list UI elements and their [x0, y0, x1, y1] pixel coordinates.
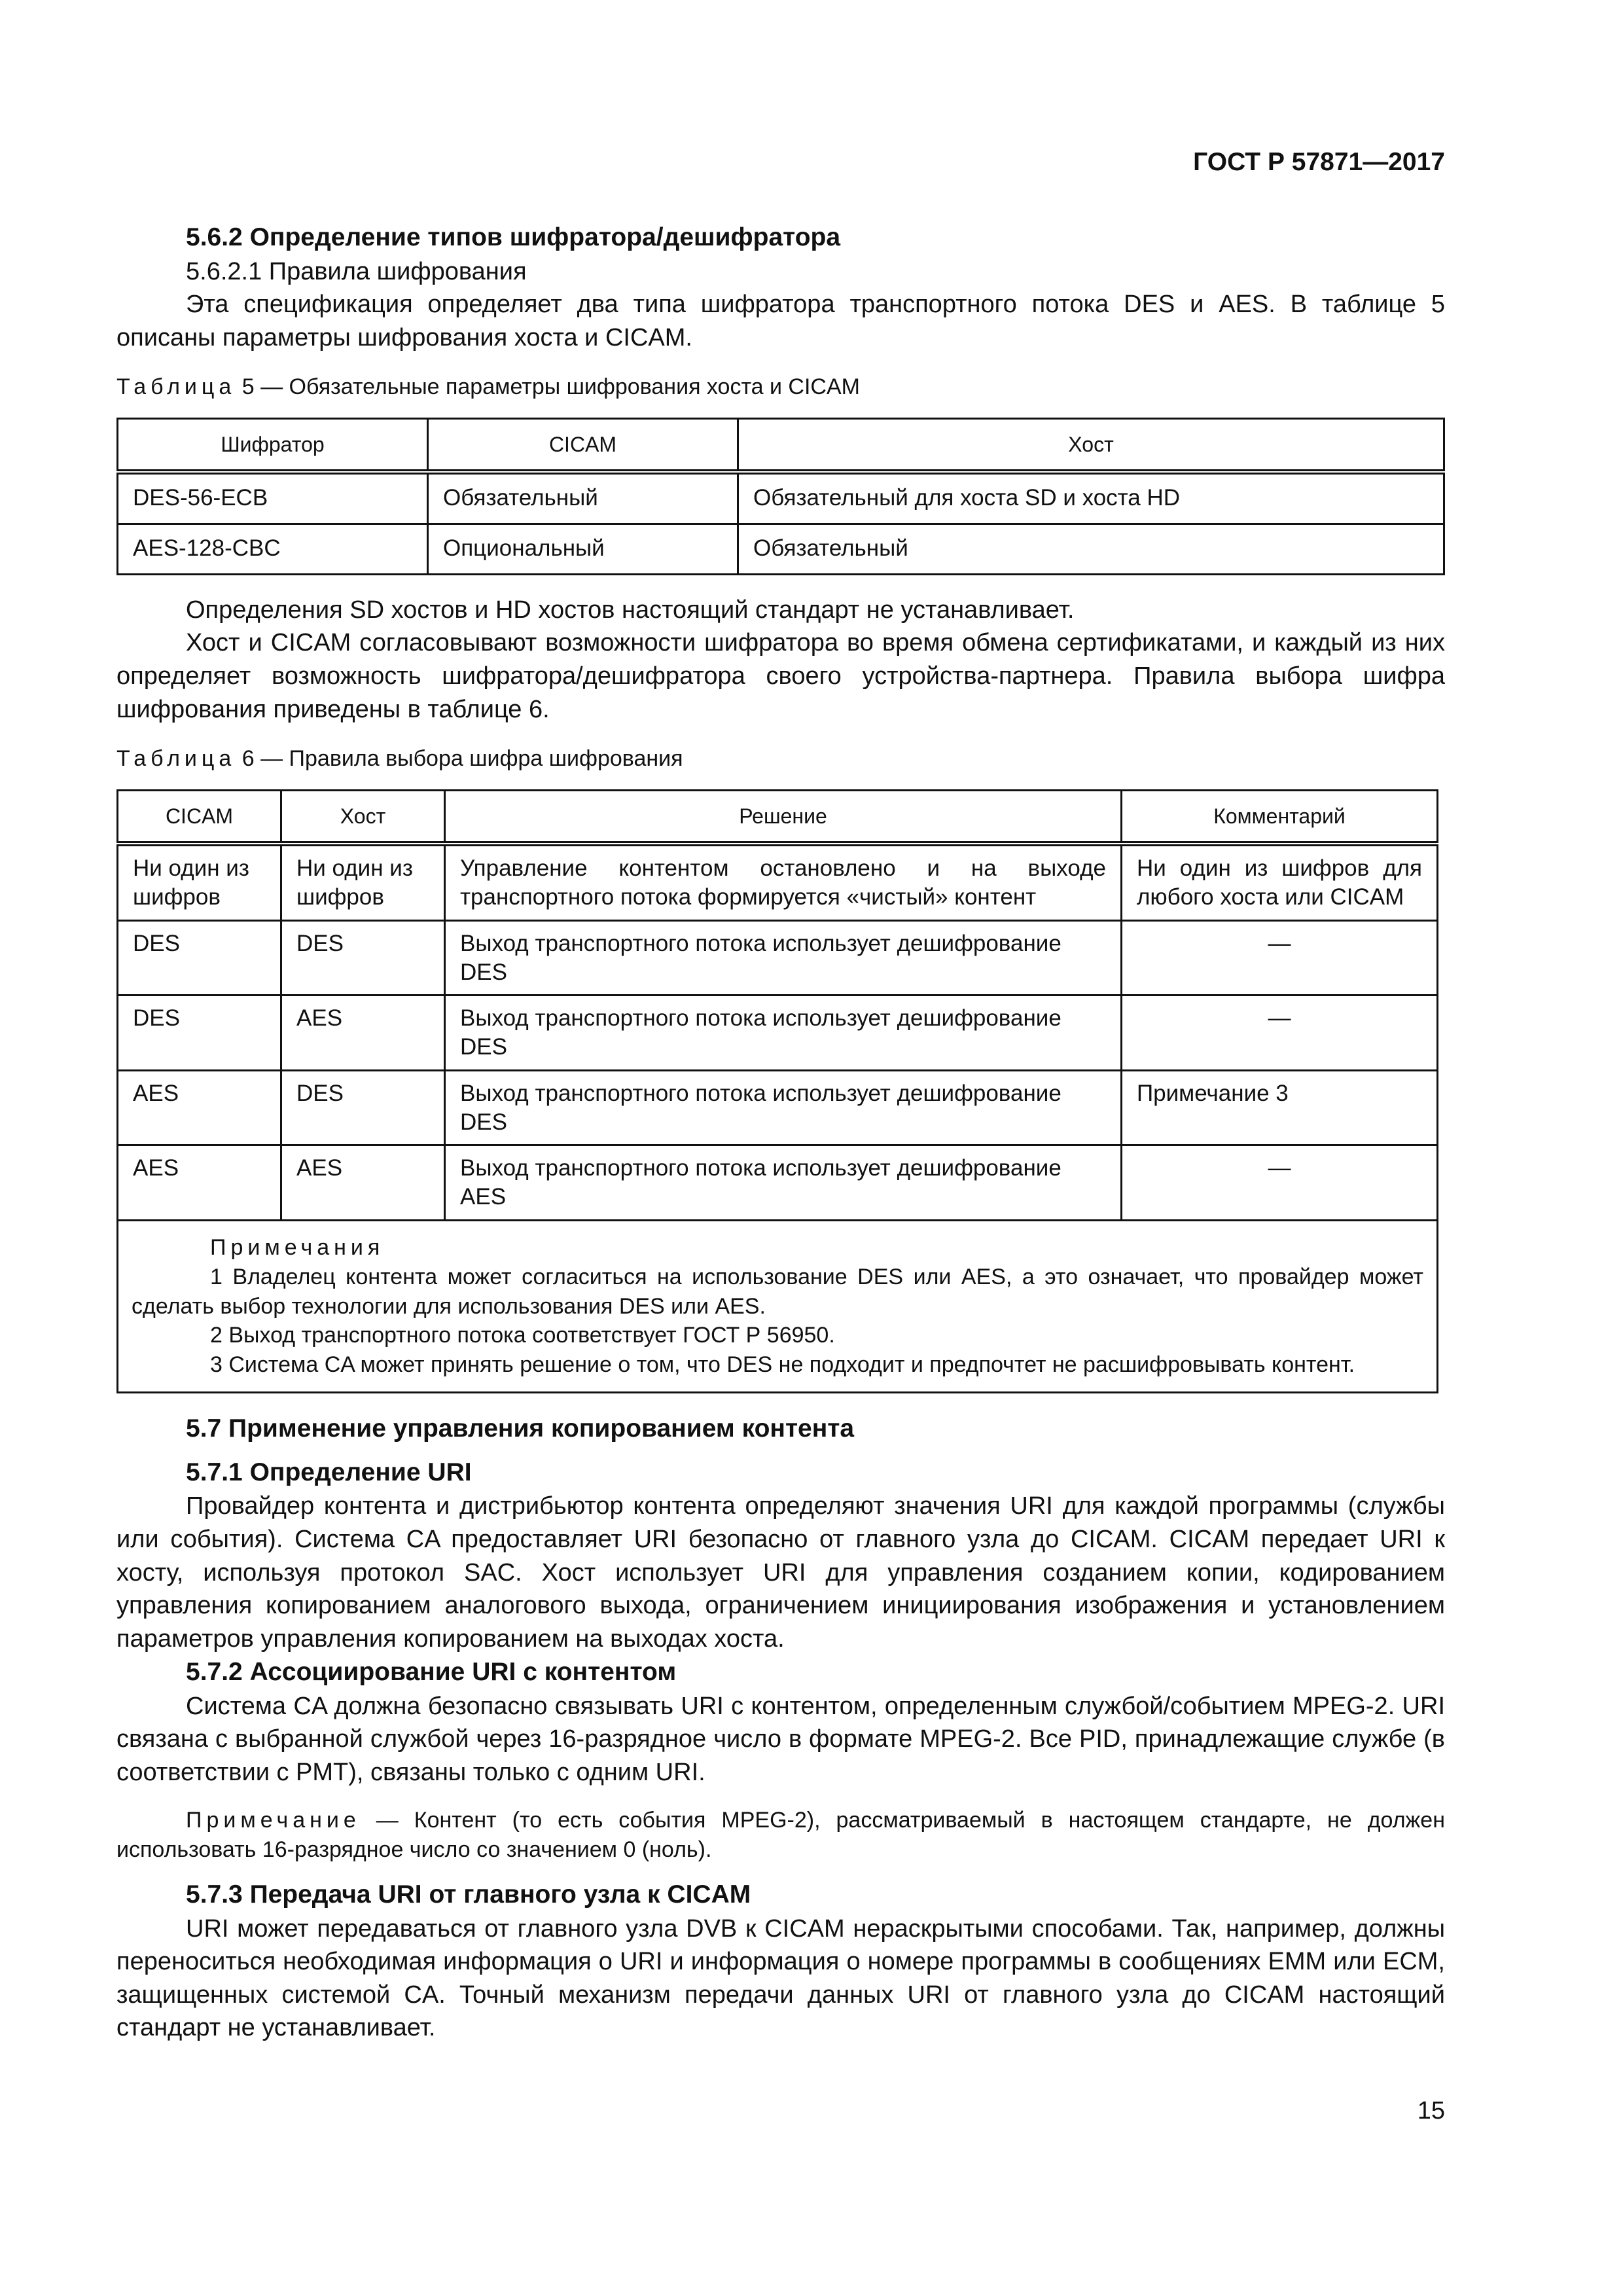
- table-cell: Обязательный: [428, 472, 738, 524]
- table-6-header-cell: Хост: [281, 791, 445, 844]
- paragraph-host-cicam-negotiation: Хост и CICAM согласовывают возможности шифратора во время обмена сертификатами, и каждый из них определяет возможность шифратора/дешифратора своего устройства-партнера. Правила выбора шифра шифрования приведены в таблице 6.: [116, 629, 1445, 723]
- table-notes-row: [118, 1220, 1438, 1392]
- page-content: [116, 221, 1445, 2045]
- heading-5-7-3: 5.7.3 Передача URI от главного узла к CICAM: [186, 1880, 751, 1909]
- paragraph-sd-hd-definitions: Определения SD хостов и HD хостов настоящий стандарт не устанавливает.: [186, 596, 1075, 624]
- table-cell: Ни один из шифров для любого хоста или CICAM: [1122, 844, 1438, 920]
- table-cell: Ни один из шифров: [281, 844, 445, 920]
- table-6-header-cell: Решение: [445, 791, 1122, 844]
- note-3: 3 Система CA может принять решение о том, что DES не подходит и предпочтет не расшифровывать контент.: [210, 1352, 1355, 1378]
- table-row: [118, 844, 1438, 920]
- heading-5-6-2: 5.6.2 Определение типов шифратора/дешифратора: [186, 223, 841, 251]
- table-6-notes: [118, 1220, 1438, 1392]
- table-6-caption-text: 6 — Правила выбора шифра шифрования: [236, 746, 683, 772]
- note-2: 2 Выход транспортного потока соответствует ГОСТ Р 56950.: [210, 1323, 835, 1348]
- table-cell: DES: [281, 920, 445, 996]
- table-6-header-row: [118, 791, 1438, 844]
- note-uri-text: — Контент (то есть события MPEG-2), рассматриваемый в настоящем стандарте, не должен использовать 16-разрядное число со значением 0 (ноль).: [116, 1808, 1445, 1863]
- paragraph-uri-association: Система CA должна безопасно связывать URI с контентом, определенным службой/событием MPEG-2. URI связана с выбранной службой через 16-разрядное число в формате MPEG-2. Все PID, принадлежащие службе (в соответствии с PMT), связаны только с одним URI.: [116, 1692, 1445, 1786]
- table-6-caption-word: Таблица: [116, 746, 236, 772]
- table-cell: —: [1122, 996, 1438, 1071]
- heading-5-7: 5.7 Применение управления копированием контента: [186, 1414, 855, 1443]
- heading-5-7-2: 5.7.2 Ассоциирование URI с контентом: [186, 1658, 677, 1687]
- table-cell: —: [1122, 920, 1438, 996]
- table-cell: Выход транспортного потока использует дешифрование DES: [445, 920, 1122, 996]
- table-row: [118, 920, 1438, 996]
- table-5-caption: [116, 372, 1445, 402]
- table-cell: Ни один из шифров: [118, 844, 281, 920]
- heading-5-7-1: 5.7.1 Определение URI: [186, 1458, 472, 1486]
- subheading-5-6-2-1: 5.6.2.1 Правила шифрования: [186, 257, 527, 285]
- table-6-caption: [116, 744, 1445, 774]
- table-6-header-cell: Комментарий: [1122, 791, 1438, 844]
- table-cell: DES-56-ECB: [118, 472, 428, 524]
- table-6-header-cell: CICAM: [118, 791, 281, 844]
- table-cell: Опциональный: [428, 524, 738, 575]
- table-cell: Выход транспортного потока использует дешифрование AES: [445, 1145, 1122, 1221]
- table-cell: AES: [281, 996, 445, 1071]
- table-cell: DES: [118, 920, 281, 996]
- table-row: [118, 472, 1444, 524]
- table-row: [118, 1145, 1438, 1221]
- table-cell: Выход транспортного потока использует дешифрование DES: [445, 996, 1122, 1071]
- table-5-header-row: [118, 419, 1444, 473]
- table-row: [118, 996, 1438, 1071]
- table-5-header-cell: Шифратор: [118, 419, 428, 473]
- paragraph-encryption-types: Эта спецификация определяет два типа шифратора транспортного потока DES и AES. В таблице 5 описаны параметры шифрования хоста и CICAM.: [116, 291, 1445, 351]
- table-cell: Обязательный: [738, 524, 1444, 575]
- table-cell: Управление контентом остановлено и на выходе транспортного потока формируется «чистый» контент: [445, 844, 1122, 920]
- table-cell: —: [1122, 1145, 1438, 1221]
- table-cell: AES-128-CBC: [118, 524, 428, 575]
- table-6: [116, 789, 1438, 1393]
- note-uri-word: Примечание: [186, 1808, 361, 1833]
- paragraph-uri-transmission: URI может передаваться от главного узла DVB к CICAM нераскрытыми способами. Так, например, должны переноситься необходимая информация о URI и информация о номере программы в сообщениях EMM или ECM, защищенных системой CA. Точный механизм передачи данных URI от главного узла до CICAM настоящий стандарт не устанавливает.: [116, 1914, 1445, 2042]
- table-cell: AES: [118, 1070, 281, 1145]
- table-5-caption-text: 5 — Обязательные параметры шифрования хоста и CICAM: [236, 374, 860, 400]
- table-5-header-cell: Хост: [738, 419, 1444, 473]
- document-page: [116, 0, 1445, 2296]
- table-5-caption-word: Таблица: [116, 374, 236, 400]
- table-cell: Примечание 3: [1122, 1070, 1438, 1145]
- table-cell: DES: [118, 996, 281, 1071]
- table-cell: AES: [118, 1145, 281, 1221]
- note-uri: [116, 1806, 1445, 1865]
- table-row: [118, 524, 1444, 575]
- table-row: [118, 1070, 1438, 1145]
- note-1: 1 Владелец контента может согласиться на использование DES или AES, а это означает, что провайдер может сделать выбор технологии для использования DES или AES.: [132, 1264, 1423, 1319]
- table-5-header-cell: CICAM: [428, 419, 738, 473]
- table-cell: Выход транспортного потока использует дешифрование DES: [445, 1070, 1122, 1145]
- table-5: [116, 418, 1445, 575]
- notes-title: Примечания: [210, 1234, 385, 1260]
- table-cell: Обязательный для хоста SD и хоста HD: [738, 472, 1444, 524]
- document-id: ГОСТ Р 57871—2017: [1193, 148, 1445, 176]
- table-cell: AES: [281, 1145, 445, 1221]
- table-cell: DES: [281, 1070, 445, 1145]
- page-number: 15: [1417, 2097, 1445, 2125]
- paragraph-uri-definition: Провайдер контента и дистрибьютор контента определяют значения URI для каждой программы (службы или события). Система CA предоставляет URI безопасно от главного узла до CICAM. CICAM передает URI к хосту, используя протокол SAC. Хост использует URI для управления созданием копии, кодированием управления копированием аналогового выхода, ограничением инициирования изображения и установлением параметров управления копированием на выходах хоста.: [116, 1492, 1445, 1653]
